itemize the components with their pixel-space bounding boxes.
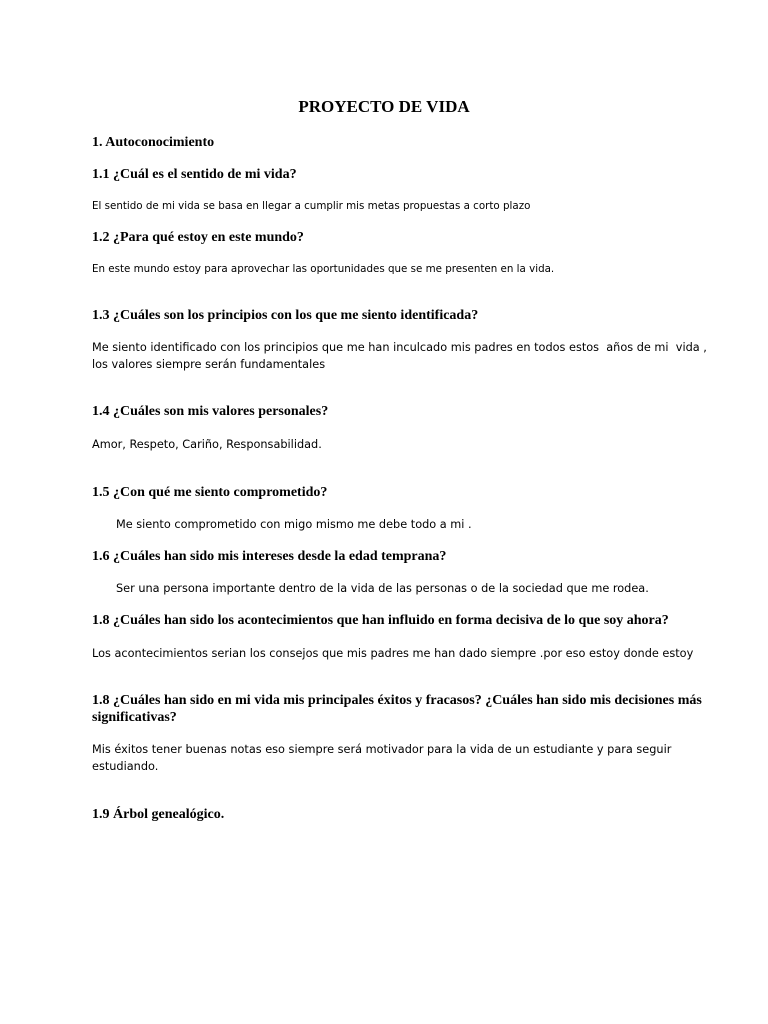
section-heading: 1. Autoconocimiento (92, 135, 215, 150)
answer-1-2: En este mundo estoy para aprovechar las oportunidades que se me presenten en la vida. (92, 263, 555, 275)
question-1-5: 1.5 ¿Con qué me siento comprometido? (92, 485, 328, 500)
answer-1-8-b: Mis éxitos tener buenas notas eso siempre será motivador para la vida de un estudiante y para seguir estudiando. (92, 743, 672, 773)
answer-1-4: Amor, Respeto, Cariño, Responsabilidad. (92, 438, 322, 451)
question-1-3: 1.3 ¿Cuáles son los principios con los que me siento identificada? (92, 308, 479, 323)
question-1-1: 1.1 ¿Cuál es el sentido de mi vida? (92, 167, 297, 182)
question-1-6: 1.6 ¿Cuáles han sido mis intereses desde la edad temprana? (92, 549, 447, 564)
answer-1-5: Me siento comprometido con migo mismo me debe todo a mi . (116, 518, 472, 531)
question-1-2: 1.2 ¿Para qué estoy en este mundo? (92, 230, 304, 245)
question-1-4: 1.4 ¿Cuáles son mis valores personales? (92, 404, 329, 419)
document-title: PROYECTO DE VIDA (298, 97, 470, 116)
question-1-9: 1.9 Árbol genealógico. (92, 807, 225, 822)
question-1-8-a: 1.8 ¿Cuáles han sido los acontecimientos que han influido en forma decisiva de lo que soy ahora? (92, 613, 669, 628)
question-1-8-b: 1.8 ¿Cuáles han sido en mi vida mis principales éxitos y fracasos? ¿Cuáles han sido mis decisiones más significativas? (92, 693, 702, 725)
answer-1-8-a: Los acontecimientos serian los consejos que mis padres me han dado siempre .por eso estoy donde estoy (92, 647, 694, 660)
answer-1-3: Me siento identificado con los principios que me han inculcado mis padres en todos estos años de mi vida , los valores siempre serán fundamentales (92, 341, 707, 371)
answer-1-6: Ser una persona importante dentro de la vida de las personas o de la sociedad que me rodea. (116, 582, 649, 595)
answer-1-1: El sentido de mi vida se basa en llegar a cumplir mis metas propuestas a corto plazo (92, 200, 531, 212)
